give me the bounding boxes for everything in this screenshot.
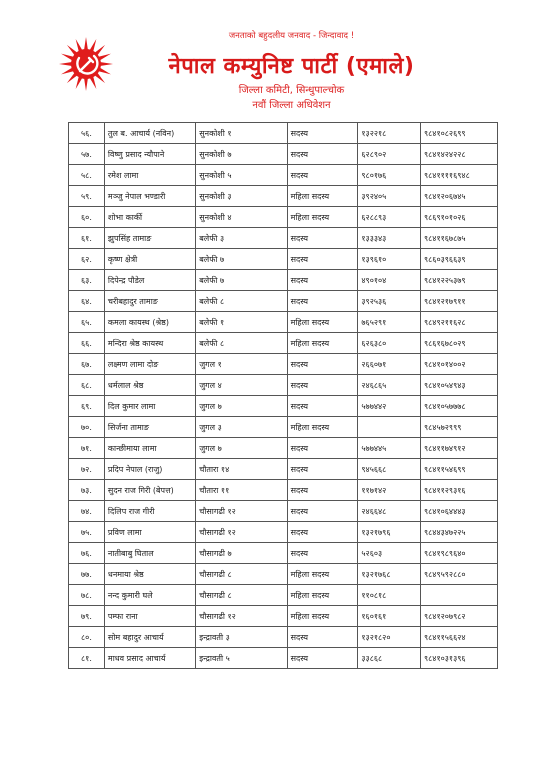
address-cell: इन्द्रावती ५ xyxy=(196,648,287,669)
role-cell: सदस्य xyxy=(287,291,358,312)
membership-number-cell: ६२८९०२ xyxy=(358,144,421,165)
role-cell: सदस्य xyxy=(287,459,358,480)
serial-number-cell: ६१. xyxy=(69,228,105,249)
phone-cell: ९८४१२०६७४५ xyxy=(420,186,497,207)
address-cell: बलेफी ८ xyxy=(196,291,287,312)
table-row xyxy=(69,333,498,354)
role-cell: सदस्य xyxy=(287,648,358,669)
phone-cell: ९८४१९८९६४० xyxy=(420,543,497,564)
membership-number-cell: ९४५६६८ xyxy=(358,459,421,480)
membership-number-cell: ९८०१७६ xyxy=(358,165,421,186)
membership-number-cell: ११०८१८ xyxy=(358,585,421,606)
role-cell: सदस्य xyxy=(287,165,358,186)
role-cell: सदस्य xyxy=(287,123,358,144)
serial-number-cell: ६६. xyxy=(69,333,105,354)
membership-number-cell: ६२६३८० xyxy=(358,333,421,354)
role-cell: महिला सदस्य xyxy=(287,606,358,627)
serial-number-cell: ६४. xyxy=(69,291,105,312)
serial-number-cell: ६५. xyxy=(69,312,105,333)
address-cell: जुगल ७ xyxy=(196,438,287,459)
table-row xyxy=(69,144,498,165)
role-cell: सदस्य xyxy=(287,480,358,501)
role-cell: महिला सदस्य xyxy=(287,186,358,207)
name-cell: कमला कायस्थ (श्रेष्ठ) xyxy=(104,312,195,333)
address-cell: चौसागढी १२ xyxy=(196,606,287,627)
phone-cell: ९८६०३९६६३९ xyxy=(420,249,497,270)
address-cell: बलेफी ८ xyxy=(196,333,287,354)
table-row xyxy=(69,249,498,270)
name-cell: सोम बहादुर आचार्य xyxy=(104,627,195,648)
name-cell: झुपसिंह तामाङ xyxy=(104,228,195,249)
table-row xyxy=(69,543,498,564)
document-header xyxy=(0,0,543,120)
role-cell: सदस्य xyxy=(287,270,358,291)
serial-number-cell: ७९. xyxy=(69,606,105,627)
table-row xyxy=(69,165,498,186)
name-cell: कान्छीमाया लामा xyxy=(104,438,195,459)
membership-number-cell: ७६५२९१ xyxy=(358,312,421,333)
serial-number-cell: ६८. xyxy=(69,375,105,396)
role-cell: सदस्य xyxy=(287,627,358,648)
name-cell: शोभा कार्की xyxy=(104,207,195,228)
role-cell: महिला सदस्य xyxy=(287,417,358,438)
table-row xyxy=(69,396,498,417)
phone-cell: ९८६९१०१०२६ xyxy=(420,207,497,228)
address-cell: सुनकोशी ७ xyxy=(196,144,287,165)
address-cell: बलेफी ३ xyxy=(196,228,287,249)
committee-subtitle: जिल्ला कमिटी, सिन्धुपाल्चोक xyxy=(238,85,345,96)
membership-number-cell: ३९२५३६ xyxy=(358,291,421,312)
phone-cell: ९८४११५६६२४ xyxy=(420,627,497,648)
name-cell: धनमाया श्रेष्ठ xyxy=(104,564,195,585)
table-row xyxy=(69,375,498,396)
address-cell: इन्द्रावती ३ xyxy=(196,627,287,648)
address-cell: जुगल ४ xyxy=(196,375,287,396)
name-cell: माधव प्रसाद आचार्य xyxy=(104,648,195,669)
membership-number-cell: २४६६४८ xyxy=(358,501,421,522)
role-cell: महिला सदस्य xyxy=(287,564,358,585)
role-cell: सदस्य xyxy=(287,522,358,543)
table-row xyxy=(69,585,498,606)
role-cell: सदस्य xyxy=(287,144,358,165)
phone-cell: ९८४१०५४९४३ xyxy=(420,375,497,396)
address-cell: चौसागढी ७ xyxy=(196,543,287,564)
name-cell: लक्ष्मण लामा दोङ xyxy=(104,354,195,375)
table-row xyxy=(69,291,498,312)
table-row xyxy=(69,606,498,627)
table-row xyxy=(69,186,498,207)
address-cell: सुनकोशी १ xyxy=(196,123,287,144)
table-row xyxy=(69,270,498,291)
table-row xyxy=(69,522,498,543)
membership-number-cell: ३९२४०५ xyxy=(358,186,421,207)
name-cell: विष्णु प्रसाद न्यौपाने xyxy=(104,144,195,165)
phone-cell: ९८४१०६४४४३ xyxy=(420,501,497,522)
role-cell: सदस्य xyxy=(287,228,358,249)
membership-number-cell xyxy=(358,417,421,438)
table-row xyxy=(69,564,498,585)
role-cell: सदस्य xyxy=(287,543,358,564)
name-cell: नन्द कुमारी घले xyxy=(104,585,195,606)
name-cell: चरीबहादुर तामाङ xyxy=(104,291,195,312)
role-cell: सदस्य xyxy=(287,501,358,522)
membership-number-cell: १३२१७९६ xyxy=(358,522,421,543)
role-cell: सदस्य xyxy=(287,249,358,270)
name-cell: तुल ब. आचार्य (नविन) xyxy=(104,123,195,144)
address-cell: बलेफी ७ xyxy=(196,270,287,291)
name-cell: कृष्ण क्षेत्री xyxy=(104,249,195,270)
address-cell: चौसागढी ८ xyxy=(196,585,287,606)
serial-number-cell: ८१. xyxy=(69,648,105,669)
serial-number-cell: ७८. xyxy=(69,585,105,606)
name-cell: सुदन राज गिरी (बेपत्त) xyxy=(104,480,195,501)
name-cell: धर्मलाल श्रेष्ठ xyxy=(104,375,195,396)
phone-cell xyxy=(420,585,497,606)
name-cell: दिल कुमार लामा xyxy=(104,396,195,417)
role-cell: सदस्य xyxy=(287,354,358,375)
phone-cell: ९८४५७२९९९ xyxy=(420,417,497,438)
phone-cell: ९८४१०५७७७८ xyxy=(420,396,497,417)
serial-number-cell: ७०. xyxy=(69,417,105,438)
serial-number-cell: ६३. xyxy=(69,270,105,291)
table-row xyxy=(69,354,498,375)
name-cell: दिलिप राज गीरी xyxy=(104,501,195,522)
membership-number-cell: २६६०७१ xyxy=(358,354,421,375)
serial-number-cell: ८०. xyxy=(69,627,105,648)
phone-cell: ९८४१०८२६९९ xyxy=(420,123,497,144)
phone-cell: ९८४११६७८७५ xyxy=(420,228,497,249)
name-cell: सिर्जना तामाङ xyxy=(104,417,195,438)
serial-number-cell: ७१. xyxy=(69,438,105,459)
address-cell: बलेफी १ xyxy=(196,312,287,333)
table-row xyxy=(69,459,498,480)
membership-number-cell: ६२८८९३ xyxy=(358,207,421,228)
address-cell: चौसागढी १२ xyxy=(196,522,287,543)
role-cell: सदस्य xyxy=(287,375,358,396)
name-cell: पम्फा राना xyxy=(104,606,195,627)
name-cell: मन्दिरा श्रेष्ठ कायस्थ xyxy=(104,333,195,354)
serial-number-cell: ६९. xyxy=(69,396,105,417)
serial-number-cell: ७४. xyxy=(69,501,105,522)
phone-cell: ९८४९५९२८८० xyxy=(420,564,497,585)
phone-cell: ९८४११११६९४८ xyxy=(420,165,497,186)
phone-cell: ९८४११२९३१६ xyxy=(420,480,497,501)
role-cell: महिला सदस्य xyxy=(287,207,358,228)
table-row xyxy=(69,480,498,501)
serial-number-cell: ७२. xyxy=(69,459,105,480)
membership-number-cell: १३३३४३ xyxy=(358,228,421,249)
membership-number-cell: ५७७४४२ xyxy=(358,396,421,417)
address-cell: सुनकोशी ५ xyxy=(196,165,287,186)
table-row xyxy=(69,312,498,333)
membership-number-cell: १३२१८२० xyxy=(358,627,421,648)
membership-number-cell: १६०१६१ xyxy=(358,606,421,627)
name-cell: मञ्जु नेपाल भण्डारी xyxy=(104,186,195,207)
membership-number-cell: ५२६०३ xyxy=(358,543,421,564)
role-cell: महिला सदस्य xyxy=(287,585,358,606)
membership-number-cell: १३९६१० xyxy=(358,249,421,270)
role-cell: महिला सदस्य xyxy=(287,312,358,333)
role-cell: सदस्य xyxy=(287,438,358,459)
address-cell: चौतारा ११ xyxy=(196,480,287,501)
role-cell: महिला सदस्य xyxy=(287,333,358,354)
membership-number-cell: १३२१७६८ xyxy=(358,564,421,585)
phone-cell: ९८४१४२४२२८ xyxy=(420,144,497,165)
address-cell: चौसागढी ८ xyxy=(196,564,287,585)
membership-number-cell: १३२२१८ xyxy=(358,123,421,144)
serial-number-cell: ७३. xyxy=(69,480,105,501)
table-row xyxy=(69,417,498,438)
serial-number-cell: ५९. xyxy=(69,186,105,207)
name-cell: प्रविण लामा xyxy=(104,522,195,543)
phone-cell: ९८४१२२५३७९ xyxy=(420,270,497,291)
address-cell: बलेफी ७ xyxy=(196,249,287,270)
membership-number-cell: २४६८६५ xyxy=(358,375,421,396)
role-cell: सदस्य xyxy=(287,396,358,417)
table-row xyxy=(69,438,498,459)
address-cell: जुगल १ xyxy=(196,354,287,375)
name-cell: प्रदिप नेपाल (राजु) xyxy=(104,459,195,480)
phone-cell: ९८४१२०७९८२ xyxy=(420,606,497,627)
member-list-table xyxy=(68,122,498,669)
serial-number-cell: ६०. xyxy=(69,207,105,228)
name-cell: रमेश लामा xyxy=(104,165,195,186)
table-row xyxy=(69,228,498,249)
serial-number-cell: ६२. xyxy=(69,249,105,270)
address-cell: चौतारा १४ xyxy=(196,459,287,480)
table-row xyxy=(69,207,498,228)
serial-number-cell: ७५. xyxy=(69,522,105,543)
party-name-title: नेपाल कम्युनिष्ट पार्टी (एमाले) xyxy=(168,54,415,79)
phone-cell: ९८४९२११६२८ xyxy=(420,312,497,333)
serial-number-cell: ७७. xyxy=(69,564,105,585)
phone-cell: ९८४४३४७२२५ xyxy=(420,522,497,543)
serial-number-cell: ७६. xyxy=(69,543,105,564)
serial-number-cell: ५८. xyxy=(69,165,105,186)
membership-number-cell: ५७७४४५ xyxy=(358,438,421,459)
serial-number-cell: ५६. xyxy=(69,123,105,144)
phone-cell: ९८४१०३१३९६ xyxy=(420,648,497,669)
phone-cell: ९८४१०१४००२ xyxy=(420,354,497,375)
phone-cell: ९८४११५४६९९ xyxy=(420,459,497,480)
membership-number-cell: ३३८६८ xyxy=(358,648,421,669)
name-cell: नातीबाबु घिताल xyxy=(104,543,195,564)
membership-number-cell: ११७१४२ xyxy=(358,480,421,501)
table-row xyxy=(69,648,498,669)
address-cell: सुनकोशी ४ xyxy=(196,207,287,228)
address-cell: जुगल ७ xyxy=(196,396,287,417)
phone-cell: ९८४११७४९१२ xyxy=(420,438,497,459)
phone-cell: ९८६१६७८०२९ xyxy=(420,333,497,354)
serial-number-cell: ६७. xyxy=(69,354,105,375)
table-row xyxy=(69,501,498,522)
address-cell: चौसागढी १२ xyxy=(196,501,287,522)
serial-number-cell: ५७. xyxy=(69,144,105,165)
table-row xyxy=(69,627,498,648)
slogan-text: जनताको बहुदलीय जनवाद - जिन्दावाद ! xyxy=(228,31,355,41)
address-cell: सुनकोशी ३ xyxy=(196,186,287,207)
convention-subtitle: नवौं जिल्ला अधिवेशन xyxy=(252,100,331,111)
address-cell: जुगल ३ xyxy=(196,417,287,438)
phone-cell: ९८४१२१७९११ xyxy=(420,291,497,312)
table-row xyxy=(69,123,498,144)
name-cell: दिपेन्द्र पौडेल xyxy=(104,270,195,291)
membership-number-cell: ४९०१०४ xyxy=(358,270,421,291)
